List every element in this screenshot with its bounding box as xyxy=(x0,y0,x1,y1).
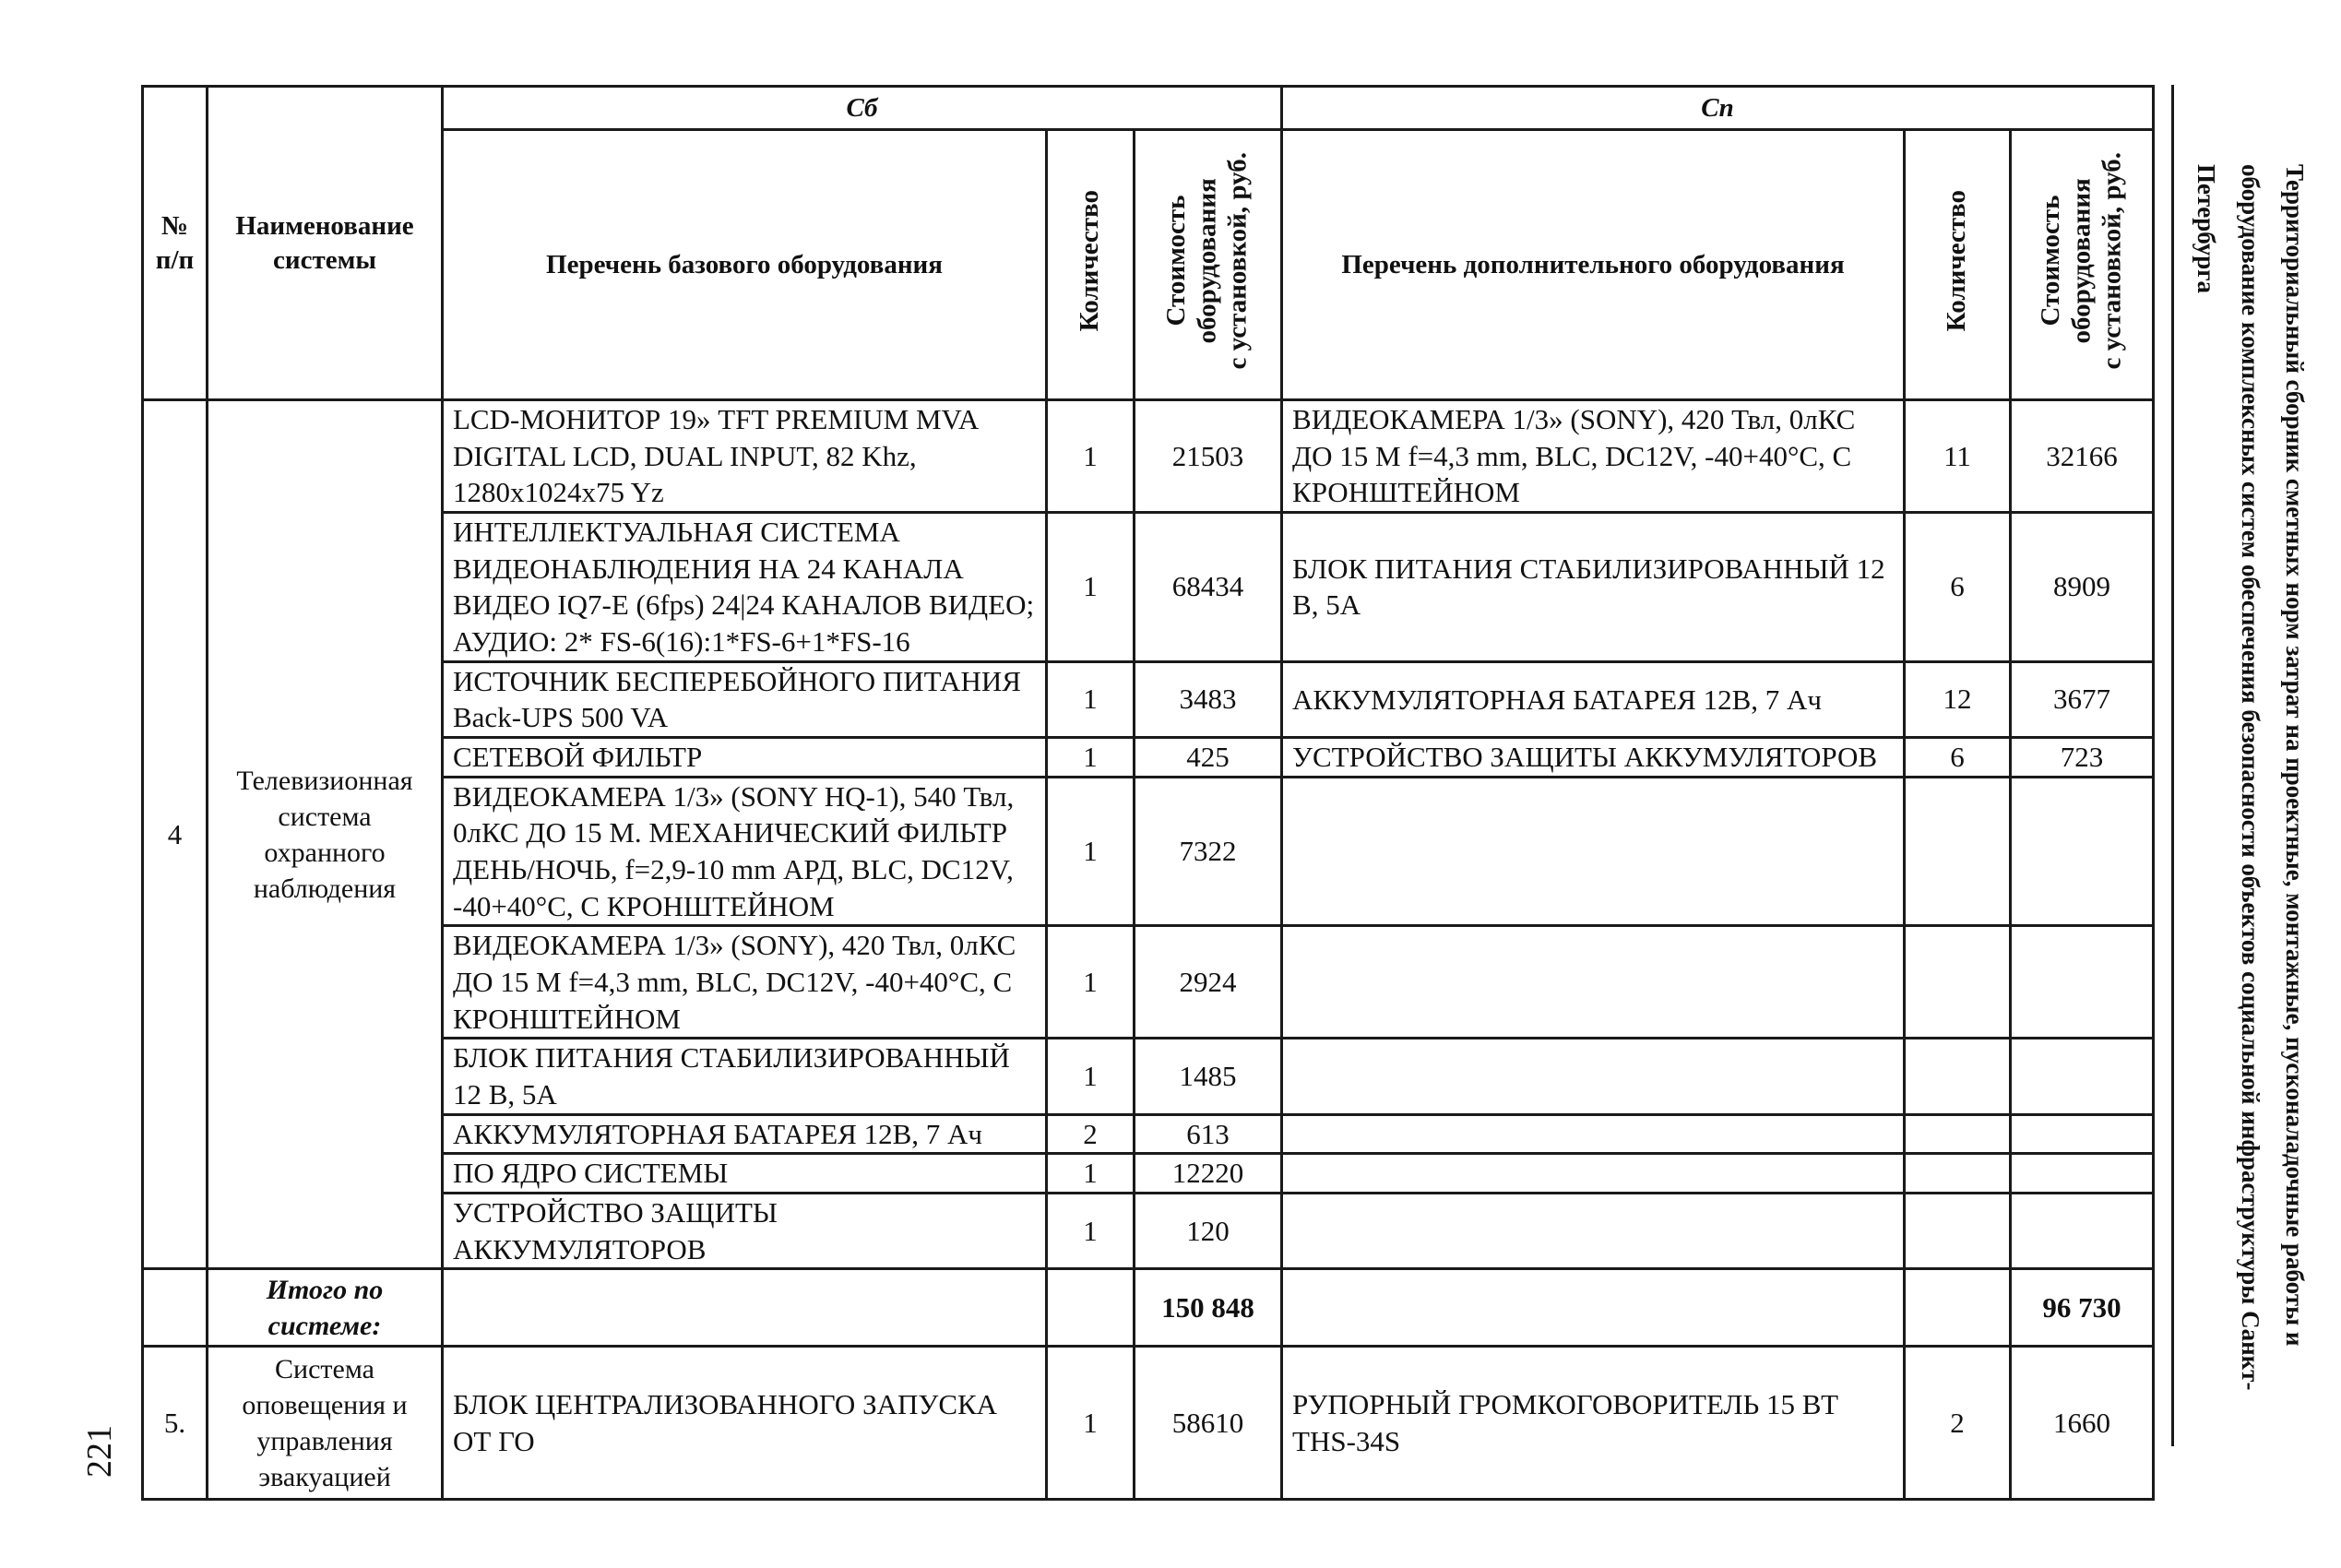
base-item: АККУМУЛЯТОРНАЯ БАТАРЕЯ 12В, 7 Ач xyxy=(443,1114,1047,1154)
table-row xyxy=(143,738,2154,778)
base-qty: 1 xyxy=(1047,1039,1135,1114)
header-add-list: Перечень дополнительного оборудования xyxy=(1282,130,1905,400)
base-cost: 613 xyxy=(1135,1114,1282,1154)
base-item: СЕТЕВОЙ ФИЛЬТР xyxy=(443,738,1047,778)
base-cost: 58610 xyxy=(1135,1347,1282,1500)
section-5-system: Система оповещения и управления эвакуацией xyxy=(208,1347,443,1500)
add-cost xyxy=(2011,1039,2154,1114)
group-header-additional: Сп xyxy=(1282,87,2154,130)
add-qty: 11 xyxy=(1905,400,2011,513)
add-item xyxy=(1282,777,1905,926)
base-qty: 1 xyxy=(1047,661,1135,737)
base-cost: 425 xyxy=(1135,738,1282,778)
add-cost xyxy=(2011,777,2154,926)
base-cost: 1485 xyxy=(1135,1039,1282,1114)
base-item: ВИДЕОКАМЕРА 1/3» (SONY), 420 Твл, 0лКС ДО 15 М f=4,3 mm, BLC, DC12V, -40+40°C, С КРОНШТЕЙНОМ xyxy=(443,926,1047,1039)
add-qty: 6 xyxy=(1905,738,2011,778)
base-item: БЛОК ПИТАНИЯ СТАБИЛИЗИРОВАННЫЙ 12 В, 5А xyxy=(443,1039,1047,1114)
total-label: Итого по системе: xyxy=(208,1269,443,1347)
add-cost: 3677 xyxy=(2011,661,2154,737)
add-cost xyxy=(2011,1114,2154,1154)
add-cost: 8909 xyxy=(2011,513,2154,662)
base-cost: 12220 xyxy=(1135,1154,1282,1194)
total-add-qty-empty xyxy=(1905,1269,2011,1347)
add-qty xyxy=(1905,926,2011,1039)
add-qty xyxy=(1905,1114,2011,1154)
add-cost: 723 xyxy=(2011,738,2154,778)
section-4-system: Телевизионная система охранного наблюдения xyxy=(208,400,443,1269)
add-qty xyxy=(1905,1194,2011,1269)
side-running-title: Территориальный сборник сметных норм затрат на проектные, монтажные, пусконаладочные работы и оборудование комплексных систем обеспечения безопасности объектов социальной инфраструктуры Санкт-Петербурга xyxy=(2192,164,2309,1391)
table-row xyxy=(143,1347,2154,1500)
base-item: ИНТЕЛЛЕКТУАЛЬНАЯ СИСТЕМА ВИДЕОНАБЛЮДЕНИЯ НА 24 КАНАЛА ВИДЕО IQ7-E (6fps) 24|24 КАНАЛОВ ВИДЕО; АУДИО: 2* FS-6(16):1*FS-6+1*FS-16 xyxy=(443,513,1047,662)
base-item: ИСТОЧНИК БЕСПЕРЕБОЙНОГО ПИТАНИЯ Back-UPS 500 VA xyxy=(443,661,1047,737)
base-cost: 3483 xyxy=(1135,661,1282,737)
base-qty: 1 xyxy=(1047,1154,1135,1194)
base-item: LCD-МОНИТОР 19» TFT PREMIUM MVA DIGITAL LCD, DUAL INPUT, 82 Khz, 1280x1024x75 Yz xyxy=(443,400,1047,513)
add-cost: 1660 xyxy=(2011,1347,2154,1500)
base-cost: 2924 xyxy=(1135,926,1282,1039)
table-row xyxy=(143,661,2154,737)
add-item: ВИДЕОКАМЕРА 1/3» (SONY), 420 Твл, 0лКС ДО 15 М f=4,3 mm, BLC, DC12V, -40+40°C, С КРОНШТЕЙНОМ xyxy=(1282,400,1905,513)
total-base-empty xyxy=(443,1269,1047,1347)
header-base-qty xyxy=(1047,130,1135,400)
add-qty xyxy=(1905,1154,2011,1194)
add-item: БЛОК ПИТАНИЯ СТАБИЛИЗИРОВАННЫЙ 12 В, 5А xyxy=(1282,513,1905,662)
page-number: 221 xyxy=(80,1425,119,1478)
base-qty: 1 xyxy=(1047,926,1135,1039)
base-qty: 1 xyxy=(1047,400,1135,513)
base-cost: 7322 xyxy=(1135,777,1282,926)
add-item: АККУМУЛЯТОРНАЯ БАТАРЕЯ 12В, 7 Ач xyxy=(1282,661,1905,737)
add-qty: 12 xyxy=(1905,661,2011,737)
header-num: № п/п xyxy=(143,87,208,400)
table-row xyxy=(143,400,2154,513)
header-add-qty xyxy=(1905,130,2011,400)
add-cost xyxy=(2011,926,2154,1039)
header-base-qty-label: Количество xyxy=(1075,189,1105,332)
table-row xyxy=(143,1154,2154,1194)
base-qty: 1 xyxy=(1047,1347,1135,1500)
add-item xyxy=(1282,1039,1905,1114)
add-cost: 32166 xyxy=(2011,400,2154,513)
section-4-num: 4 xyxy=(143,400,208,1269)
equipment-table xyxy=(141,85,2155,1501)
group-header-base: Сб xyxy=(443,87,1282,130)
base-cost: 68434 xyxy=(1135,513,1282,662)
add-item xyxy=(1282,1154,1905,1194)
total-base-cost: 150 848 xyxy=(1135,1269,1282,1347)
total-num-empty xyxy=(143,1269,208,1347)
add-cost xyxy=(2011,1154,2154,1194)
table-row xyxy=(143,513,2154,662)
section-5-num: 5. xyxy=(143,1347,208,1500)
total-add-cost: 96 730 xyxy=(2011,1269,2154,1347)
header-system: Наименование системы xyxy=(208,87,443,400)
base-item: УСТРОЙСТВО ЗАЩИТЫ АККУМУЛЯТОРОВ xyxy=(443,1194,1047,1269)
base-item: ВИДЕОКАМЕРА 1/3» (SONY HQ-1), 540 Твл, 0лКС ДО 15 М. МЕХАНИЧЕСКИЙ ФИЛЬТР ДЕНЬ/НОЧЬ, f=2,9-10 mm АРД, BLC, DC12V, -40+40°C, С КРОНШТЕЙНОМ xyxy=(443,777,1047,926)
header-add-cost-label: Стоимость оборудования с установкой, руб. xyxy=(2036,151,2127,370)
add-item xyxy=(1282,926,1905,1039)
base-qty: 1 xyxy=(1047,513,1135,662)
add-qty xyxy=(1905,1039,2011,1114)
table-row xyxy=(143,777,2154,926)
add-qty: 2 xyxy=(1905,1347,2011,1500)
add-item: УСТРОЙСТВО ЗАЩИТЫ АККУМУЛЯТОРОВ xyxy=(1282,738,1905,778)
base-qty: 2 xyxy=(1047,1114,1135,1154)
add-item xyxy=(1282,1194,1905,1269)
table-row xyxy=(143,926,2154,1039)
add-qty: 6 xyxy=(1905,513,2011,662)
add-item xyxy=(1282,1114,1905,1154)
side-divider xyxy=(2171,85,2174,1446)
header-base-cost-label: Стоимость оборудования с установкой, руб. xyxy=(1161,151,1254,370)
total-qty-empty xyxy=(1047,1269,1135,1347)
add-qty xyxy=(1905,777,2011,926)
base-qty: 1 xyxy=(1047,1194,1135,1269)
add-cost xyxy=(2011,1194,2154,1269)
header-add-cost xyxy=(2011,130,2154,400)
table-row xyxy=(143,1039,2154,1114)
base-cost: 21503 xyxy=(1135,400,1282,513)
header-base-list: Перечень базового оборудования xyxy=(443,130,1047,400)
base-cost: 120 xyxy=(1135,1194,1282,1269)
header-add-qty-label: Количество xyxy=(1942,189,1972,332)
table-row xyxy=(143,1194,2154,1269)
table-row xyxy=(143,1114,2154,1154)
base-qty: 1 xyxy=(1047,777,1135,926)
base-qty: 1 xyxy=(1047,738,1135,778)
total-row xyxy=(143,1269,2154,1347)
total-add-empty xyxy=(1282,1269,1905,1347)
add-item: РУПОРНЫЙ ГРОМКОГОВОРИТЕЛЬ 15 ВТ THS-34S xyxy=(1282,1347,1905,1500)
header-base-cost xyxy=(1135,130,1282,400)
base-item: БЛОК ЦЕНТРАЛИЗОВАННОГО ЗАПУСКА ОТ ГО xyxy=(443,1347,1047,1500)
base-item: ПО ЯДРО СИСТЕМЫ xyxy=(443,1154,1047,1194)
